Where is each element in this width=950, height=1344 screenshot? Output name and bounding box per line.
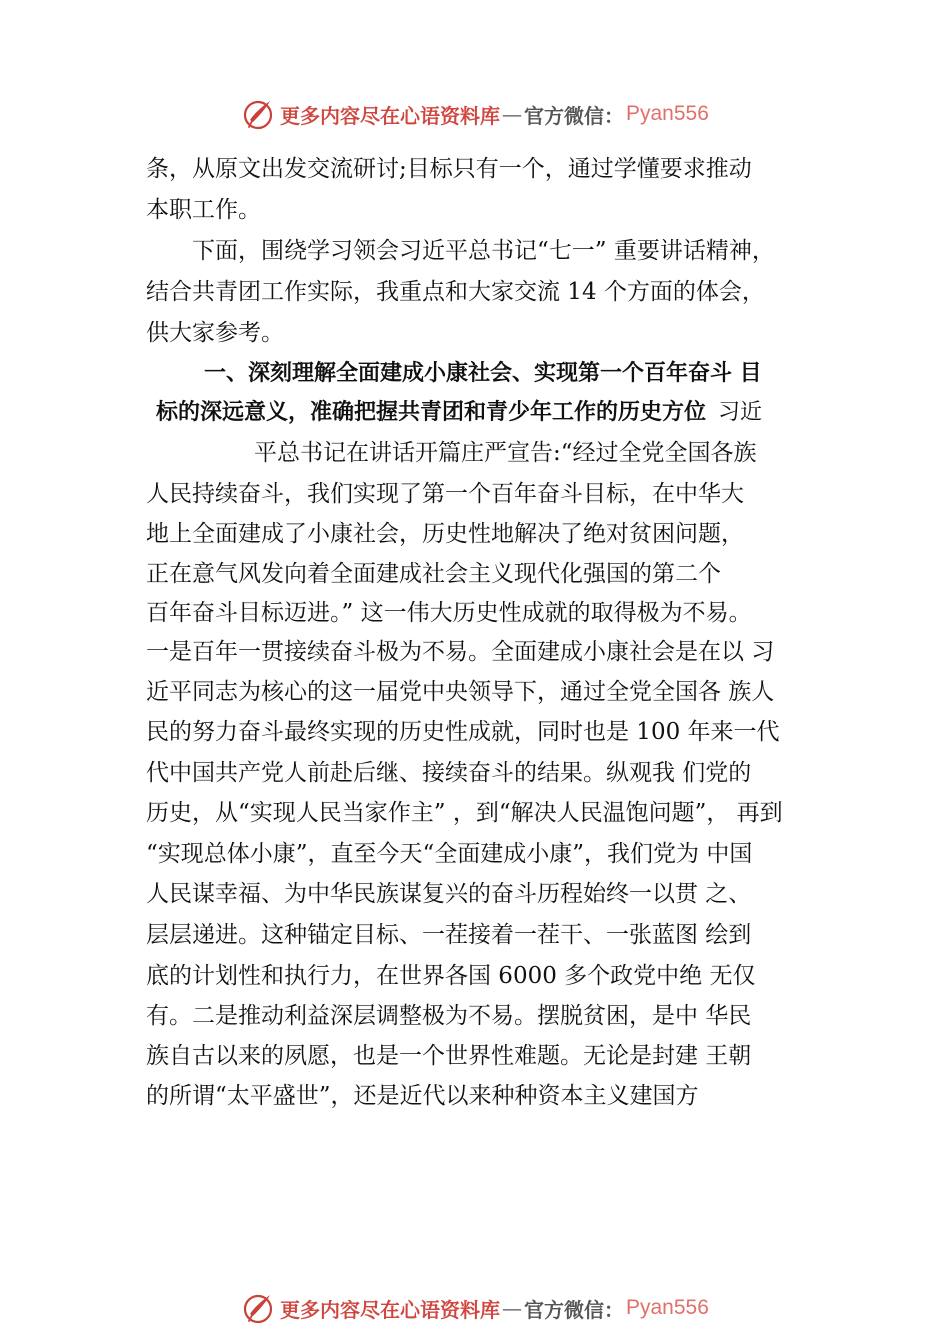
- text-line: 平总书记在讲话开篇庄严宣告:“经过全党全国各族: [254, 440, 757, 466]
- text-line: 底的计划性和执行力，在世界各国 6000 多个政党中绝 无仅: [146, 963, 756, 989]
- text-line: 的所谓“太平盛世”，还是近代以来种种资本主义建国方: [146, 1083, 699, 1109]
- text-line: 本职工作。: [146, 197, 261, 223]
- text-line: 结合共青团工作实际，我重点和大家交流 14 个方面的体会，: [146, 279, 765, 305]
- text-line: 民的努力奋斗最终实现的历史性成就，同时也是 100 年来一代: [146, 719, 780, 745]
- text-line: 近平同志为核心的这一届党中央领导下，通过全党全国各 族人: [146, 679, 775, 705]
- quill-seal-icon: [240, 96, 276, 132]
- section-heading-text: 标的深远意义，准确把握共青团和青少年工作的历史方位: [156, 400, 707, 425]
- text-line: 条，从原文出发交流研讨;目标只有一个，通过学懂要求推动: [146, 156, 752, 182]
- text-line: 族自古以来的夙愿，也是一个世界性难题。无论是封建 王朝: [146, 1043, 752, 1069]
- text-line: 地上全面建成了小康社会，历史性地解决了绝对贫困问题，: [146, 521, 744, 547]
- text-line: 历史，从“实现人民当家作主” ，到“解决人民温饱问题”， 再到: [146, 800, 783, 826]
- section-heading-continued: [156, 398, 762, 428]
- footer-banner: [240, 1288, 709, 1328]
- text-line: 有。二是推动利益深层调整极为不易。摆脱贫困，是中 华民: [146, 1003, 752, 1029]
- text-line: 下面，围绕学习领会习近平总书记“七一” 重要讲话精神，: [192, 238, 775, 264]
- header-banner: [240, 94, 709, 134]
- banner-dash: —: [502, 1296, 522, 1320]
- banner-dash: —: [502, 102, 522, 126]
- text-line: 人民谋幸福、为中华民族谋复兴的奋斗历程始终一以贯 之、: [146, 881, 752, 907]
- banner-wechat-label: 官方微信：: [524, 1297, 624, 1322]
- quill-seal-icon: [240, 1290, 276, 1326]
- banner-title: 更多内容尽在心语资料库: [280, 1297, 500, 1322]
- text-line: 层层递进。这种锚定目标、一茬接着一茬干、一张蓝图 绘到: [146, 922, 752, 948]
- text-line: 百年奋斗目标迈进。” 这一伟大历史性成就的取得极为不易。: [146, 600, 752, 626]
- banner-wechat-id: Pyan556: [626, 102, 709, 125]
- text-line: 供大家参考。: [146, 320, 284, 346]
- text-line: 代中国共产党人前赴后继、接续奋斗的结果。纵观我 们党的: [146, 760, 752, 786]
- banner-wechat-label: 官方微信：: [524, 103, 624, 128]
- text-line: “实现总体小康”，直至今天“全面建成小康”，我们党为 中国: [146, 841, 753, 867]
- banner-wechat-id: Pyan556: [626, 1296, 709, 1319]
- text-line: 一是百年一贯接续奋斗极为不易。全面建成小康社会是在以 习: [146, 639, 775, 665]
- banner-title: 更多内容尽在心语资料库: [280, 103, 500, 128]
- text-line: 人民持续奋斗，我们实现了第一个百年奋斗目标，在中华大: [146, 481, 744, 507]
- text-line: 正在意气风发向着全面建成社会主义现代化强国的第二个: [146, 561, 721, 587]
- body-text-start: 习近: [718, 400, 763, 425]
- section-heading: 一、深刻理解全面建成小康社会、实现第一个百年奋斗 目: [204, 361, 762, 386]
